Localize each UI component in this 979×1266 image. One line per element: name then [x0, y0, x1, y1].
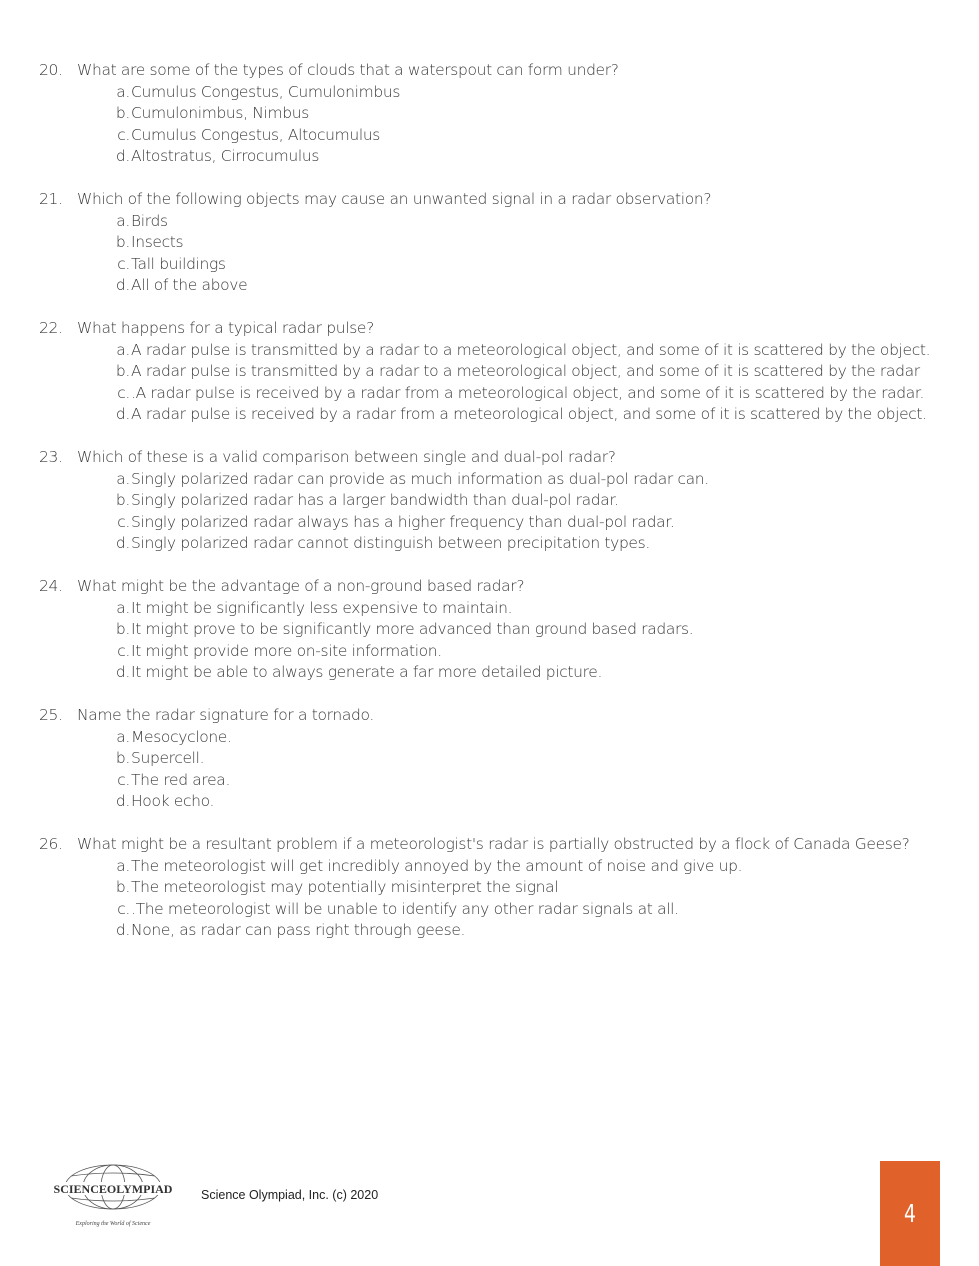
option-letter: c. — [117, 512, 130, 531]
option-letter: a. — [116, 469, 130, 488]
answer-option — [0, 856, 979, 878]
option-text: Insects — [131, 233, 184, 251]
option-text: A radar pulse is received by a radar from a meteorological object, and some of it is scattered by the object. — [131, 405, 927, 423]
option-text: Birds — [131, 211, 168, 230]
option-text: A radar pulse is transmitted by a radar to a meteorological object, and some of it is scattered by the object. — [131, 340, 931, 359]
option-text: All of the above — [131, 276, 248, 294]
option-letter: c. — [117, 383, 130, 402]
option-text: .A radar pulse is received by a radar from a meteorological object, and some of it is scattered by the radar. — [131, 383, 925, 402]
question-text: Which of the following objects may cause an unwanted signal in a radar observation? — [77, 190, 712, 208]
option-letter: b. — [115, 233, 130, 251]
option-text: Singly polarized radar always has a higher frequency than dual-pol radar. — [131, 512, 675, 531]
option-letter: a. — [116, 856, 130, 875]
option-letter: b. — [115, 104, 130, 122]
answer-option — [0, 82, 979, 104]
answer-option — [0, 404, 979, 426]
answer-option — [0, 748, 979, 770]
option-text: Hook echo. — [131, 792, 215, 810]
answer-option — [0, 361, 979, 383]
option-text: Singly polarized radar has a larger bandwidth than dual-pol radar. — [131, 491, 619, 509]
option-text: Singly polarized radar cannot distinguish between precipitation types. — [131, 534, 650, 552]
answer-option — [0, 877, 979, 899]
answer-option — [0, 275, 979, 297]
question-block — [0, 318, 979, 426]
option-text: Cumulus Congestus, Altocumulus — [131, 125, 381, 144]
question-line — [0, 834, 979, 856]
option-text: The meteorologist may potentially misinterpret the signal — [131, 878, 559, 896]
question-block — [0, 834, 979, 942]
option-letter: d. — [115, 921, 130, 939]
answer-option — [0, 490, 979, 512]
question-line — [0, 318, 979, 340]
question-number: 24. — [39, 577, 63, 595]
answer-option — [0, 920, 979, 942]
question-line — [0, 60, 979, 82]
question-text: What are some of the types of clouds that a waterspout can form under? — [77, 61, 619, 79]
option-letter: b. — [115, 878, 130, 896]
answer-option — [0, 727, 979, 749]
svg-text:SCIENCEOLYMPIAD: SCIENCEOLYMPIAD — [53, 1182, 173, 1196]
question-line — [0, 576, 979, 598]
option-text: Cumulonimbus, Nimbus — [131, 104, 309, 122]
option-text: Tall buildings — [131, 254, 226, 273]
question-number: 22. — [39, 319, 63, 337]
page-number: 4 — [904, 1199, 916, 1228]
option-letter: a. — [116, 598, 130, 617]
option-text: It might be able to always generate a far more detailed picture. — [131, 663, 603, 681]
question-list — [0, 60, 979, 963]
option-letter: b. — [115, 749, 130, 767]
answer-option — [0, 103, 979, 125]
question-number: 25. — [39, 706, 63, 724]
question-block — [0, 60, 979, 168]
option-letter: a. — [116, 340, 130, 359]
option-letter: c. — [117, 641, 130, 660]
answer-option — [0, 641, 979, 663]
question-line — [0, 447, 979, 469]
option-letter: d. — [115, 276, 130, 294]
answer-option — [0, 383, 979, 405]
option-letter: c. — [117, 770, 130, 789]
answer-option — [0, 598, 979, 620]
answer-option — [0, 340, 979, 362]
question-number: 26. — [39, 835, 63, 853]
option-text: It might provide more on-site information. — [131, 641, 442, 660]
answer-option — [0, 533, 979, 555]
question-text: What might be a resultant problem if a meteorologist's radar is partially obstructed by a flock of Canada Geese? — [77, 835, 910, 853]
option-letter: a. — [116, 211, 130, 230]
answer-option — [0, 146, 979, 168]
option-text: None, as radar can pass right through geese. — [131, 921, 466, 939]
option-letter: c. — [117, 254, 130, 273]
option-text: Altostratus, Cirrocumulus — [131, 147, 320, 165]
option-letter: d. — [115, 534, 130, 552]
option-text: Mesocyclone. — [131, 727, 232, 746]
answer-option — [0, 619, 979, 641]
option-text: It might be significantly less expensive to maintain. — [131, 598, 513, 617]
page-number-badge — [880, 1161, 940, 1266]
option-letter: a. — [116, 727, 130, 746]
question-block — [0, 576, 979, 684]
answer-option — [0, 469, 979, 491]
answer-option — [0, 662, 979, 684]
option-letter: d. — [115, 405, 130, 423]
option-letter: a. — [116, 82, 130, 101]
question-text: What happens for a typical radar pulse? — [77, 319, 374, 337]
option-letter: d. — [115, 792, 130, 810]
question-block — [0, 705, 979, 813]
answer-option — [0, 232, 979, 254]
svg-text:Exploring the World of Science: Exploring the World of Science — [75, 1221, 151, 1227]
option-text: It might prove to be significantly more advanced than ground based radars. — [131, 620, 694, 638]
question-number: 21. — [39, 190, 63, 208]
question-text: Name the radar signature for a tornado. — [77, 706, 374, 724]
answer-option — [0, 791, 979, 813]
option-letter: c. — [117, 899, 130, 918]
option-letter: d. — [115, 147, 130, 165]
option-text: Cumulus Congestus, Cumulonimbus — [131, 82, 401, 101]
option-text: Singly polarized radar can provide as much information as dual-pol radar can. — [131, 469, 709, 488]
question-block — [0, 189, 979, 297]
copyright-text: Science Olympiad, Inc. (c) 2020 — [201, 1188, 379, 1202]
question-text: What might be the advantage of a non-ground based radar? — [77, 577, 525, 595]
option-text: The red area. — [131, 770, 231, 789]
question-number: 20. — [39, 61, 63, 79]
question-line — [0, 189, 979, 211]
option-text: .The meteorologist will be unable to identify any other radar signals at all. — [131, 899, 679, 918]
question-text: Which of these is a valid comparison between single and dual-pol radar? — [77, 448, 616, 466]
option-text: Supercell. — [131, 749, 205, 767]
answer-option — [0, 125, 979, 147]
option-text: The meteorologist will get incredibly annoyed by the amount of noise and give up. — [131, 856, 743, 875]
option-letter: c. — [117, 125, 130, 144]
option-letter: d. — [115, 663, 130, 681]
question-number: 23. — [39, 448, 63, 466]
answer-option — [0, 770, 979, 792]
option-letter: b. — [115, 362, 130, 380]
answer-option — [0, 899, 979, 921]
option-text: A radar pulse is transmitted by a radar to a meteorological object, and some of it is scattered by the radar — [131, 362, 920, 380]
answer-option — [0, 254, 979, 276]
option-letter: b. — [115, 491, 130, 509]
question-line — [0, 705, 979, 727]
answer-option — [0, 211, 979, 233]
option-letter: b. — [115, 620, 130, 638]
answer-option — [0, 512, 979, 534]
science-olympiad-logo — [51, 1160, 176, 1232]
question-block — [0, 447, 979, 555]
